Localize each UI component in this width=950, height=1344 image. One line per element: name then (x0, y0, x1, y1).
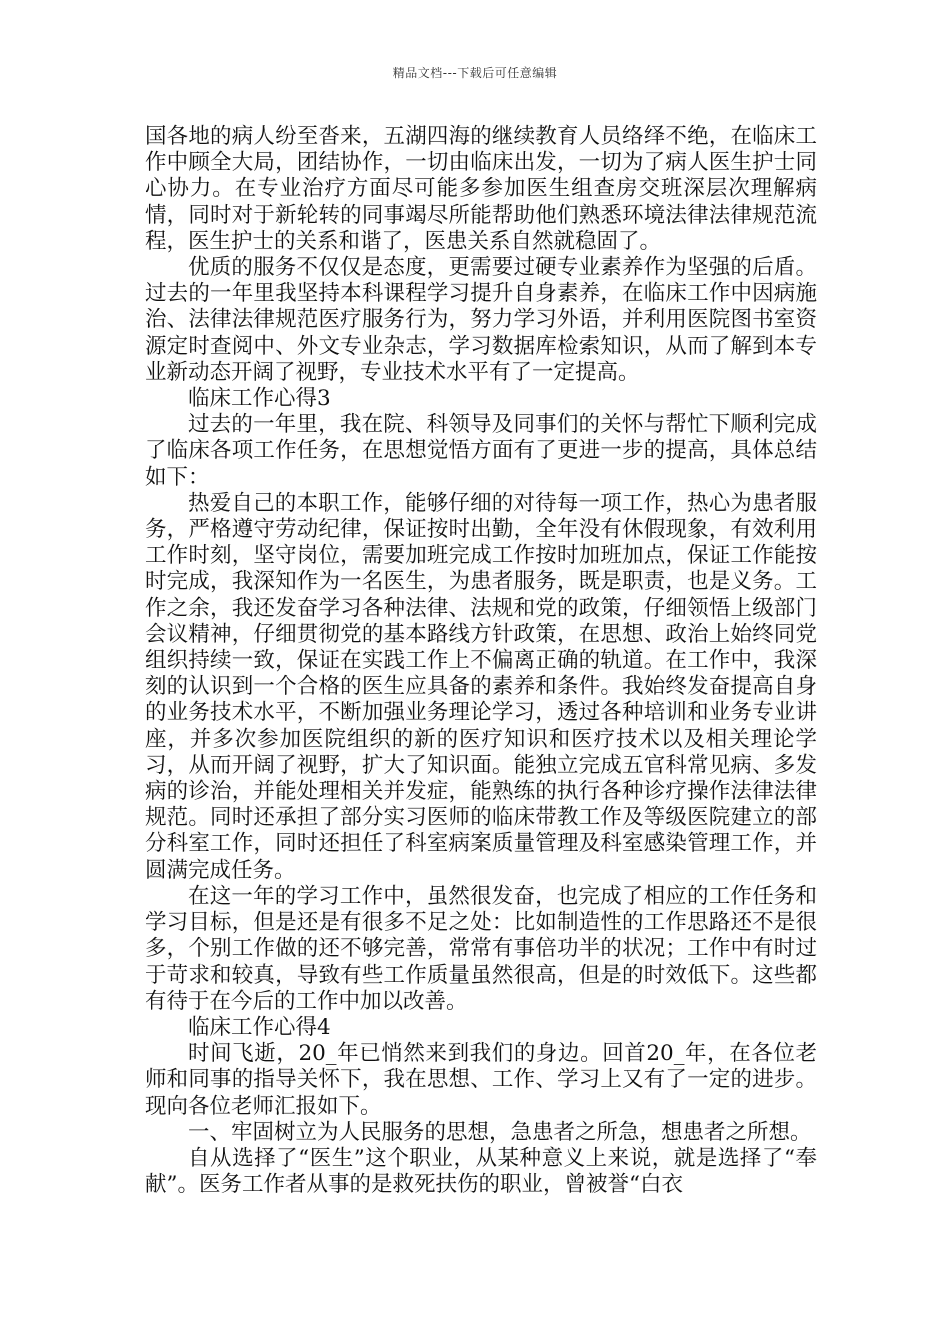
paragraph-8: 自从选择了“医生”这个职业，从某种意义上来说，就是选择了“奉献”。医务工作者从事的是救死扶伤的职业，曾被誉“白衣 (145, 1145, 817, 1198)
section-heading-3: 临床工作心得3 (188, 386, 331, 412)
paragraph-4: 热爱自己的本职工作，能够仔细的对待每一项工作，热心为患者服务，严格遵守劳动纪律，保证按时出勤，全年没有休假现象，有效利用工作时刻，坚守岗位，需要加班完成工作按时加班加点，保证工作能按时完成，我深知作为一名医生，为患者服务，既是职责，也是义务。工作之余，我还发奋学习各种法律、法规和党的政策，仔细领悟上级部门会议精神，仔细贯彻党的基本路线方针政策，在思想、政治上始终同党组织持续一致，保证在实践工作上不偏离正确的轨道。在工作中，我深刻的认识到一个合格的医生应具备的素养和条件。我始终发奋提高自身的业务技术水平，不断加强业务理论学习，透过各种培训和业务专业讲座，并多次参加医院组织的新的医疗知识和医疗技术以及相关理论学习，从而开阔了视野，扩大了知识面。能独立完成五官科常见病、多发病的诊治，并能处理相关并发症，能熟练的执行各种诊疗操作法律法律规范。同时还承担了部分实习医师的临床带教工作及等级医院建立的部分科室工作，同时还担任了科室病案质量管理及科室感染管理工作，并圆满完成任务。 (145, 490, 817, 883)
paragraph-3: 过去的一年里，我在院、科领导及同事们的关怀与帮忙下顺利完成了临床各项工作任务，在思想觉悟方面有了更进一步的提高，具体总结如下： (145, 412, 817, 490)
page-header: 精品文档---下载后可任意编辑 (392, 66, 558, 80)
paragraph-1: 国各地的病人纷至沓来，五湖四海的继续教育人员络绎不绝，在临床工作中顾全大局，团结协作，一切由临床出发，一切为了病人医生护士同心协力。在专业治疗方面尽可能多参加医生组查房交班深层次理解病情，同时对于新轮转的同事竭尽所能帮助他们熟悉环境法律法律规范流程，医生护士的关系和谐了，医患关系自然就稳固了。 (145, 124, 817, 254)
paragraph-2: 优质的服务不仅仅是态度，更需要过硬专业素养作为坚强的后盾。过去的一年里我坚持本科课程学习提升自身素养，在临床工作中因病施治、法律法律规范医疗服务行为，努力学习外语，并利用医院图书室资源定时查阅中、外文专业杂志，学习数据库检索知识，从而了解到本专业新动态开阔了视野，专业技术水平有了一定提高。 (145, 255, 817, 385)
paragraph-6: 时间飞逝，20_年已悄然来到我们的身边。回首20_年，在各位老师和同事的指导关怀下，我在思想、工作、学习上又有了一定的进步。现向各位老师汇报如下。 (145, 1041, 817, 1119)
paragraph-5: 在这一年的学习工作中，虽然很发奋，也完成了相应的工作任务和学习目标，但是还是有很多不足之处：比如制造性的工作思路还不是很多，个别工作做的还不够完善，常常有事倍功半的状况；工作中有时过于苛求和较真，导致有些工作质量虽然很高，但是的时效低下。这些都有待于在今后的工作中加以改善。 (145, 883, 817, 1014)
document-body (145, 124, 817, 1198)
section-heading-4: 临床工作心得4 (188, 1014, 331, 1040)
paragraph-7: 一、牢固树立为人民服务的思想，急患者之所急，想患者之所想。 (188, 1119, 812, 1145)
